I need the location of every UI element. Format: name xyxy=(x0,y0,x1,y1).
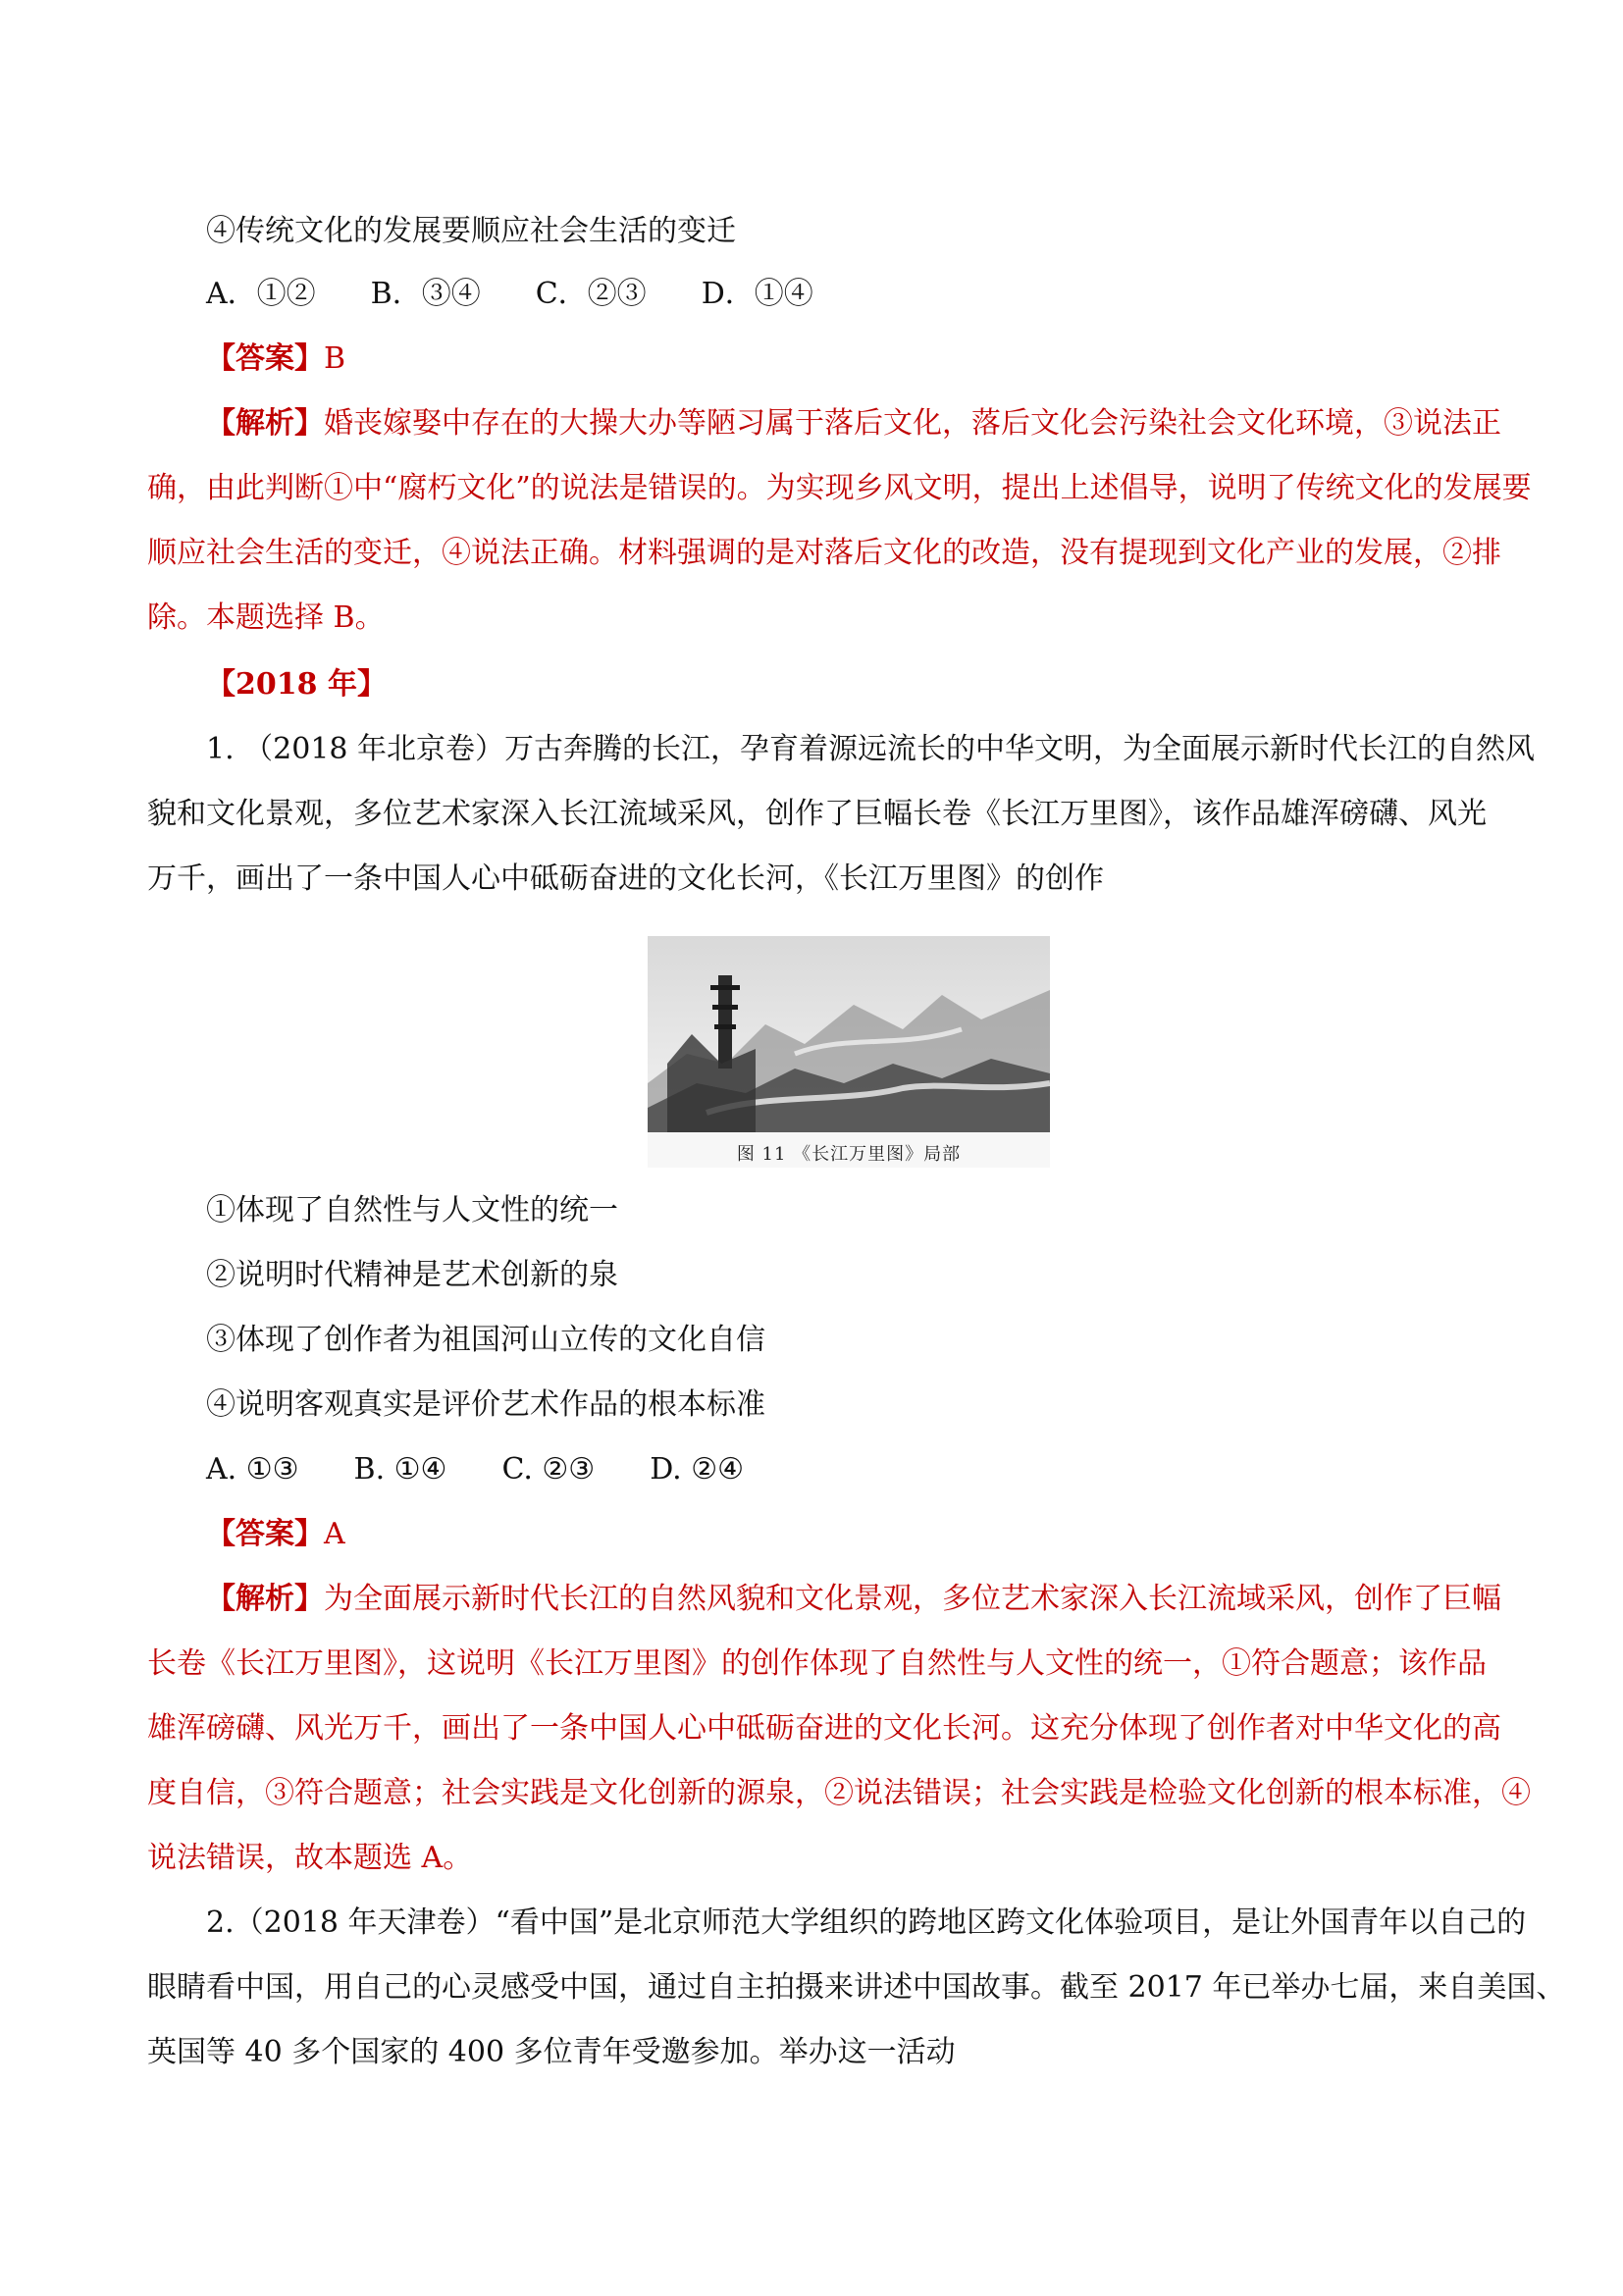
previous-answer xyxy=(206,341,1492,377)
previous-explanation-line-3: 顺应社会生活的变迁，④说法正确。材料强调的是对落后文化的改造，没有提现到文化产业的发展，②排 xyxy=(147,536,1501,570)
answer-value: B xyxy=(324,341,346,376)
explanation-label: 【解析】 xyxy=(206,1582,324,1616)
q1-choice-a: A. ①③ xyxy=(206,1452,299,1487)
choice-d: D．①④ xyxy=(701,277,813,311)
year-heading: 【2018 年】 xyxy=(206,667,387,702)
previous-explanation-line-2: 确，由此判断①中“腐朽文化”的说法是错误的。为实现乡风文明，提出上述倡导，说明了传统文化的发展要 xyxy=(147,471,1532,505)
option-3: ③体现了创作者为祖国河山立传的文化自信 xyxy=(206,1323,765,1357)
answer-label: 【答案】 xyxy=(206,1517,324,1551)
answer-value: A xyxy=(324,1517,345,1551)
question-1-explanation-line-4: 度自信，③符合题意；社会实践是文化创新的源泉，②说法错误；社会实践是检验文化创新的根本标准，④ xyxy=(147,1776,1531,1810)
option-4: ④说明客观真实是评价艺术作品的根本标准 xyxy=(206,1387,765,1422)
q1-choice-d: D. ②④ xyxy=(650,1452,745,1487)
question-1-line-2: 貌和文化景观，多位艺术家深入长江流域采风，创作了巨幅长卷《长江万里图》，该作品雄浑磅礴、风光 xyxy=(147,797,1487,831)
question-1-explanation-line-3: 雄浑磅礴、风光万千，画出了一条中国人心中砥砺奋进的文化长河。这充分体现了创作者对中华文化的高 xyxy=(147,1711,1501,1746)
option-4-previous: ④传统文化的发展要顺应社会生活的变迁 xyxy=(206,214,736,248)
painting-image xyxy=(648,936,1050,1132)
question-1-choices xyxy=(206,1452,1492,1487)
option-2: ②说明时代精神是艺术创新的泉 xyxy=(206,1258,618,1292)
option-1: ①体现了自然性与人文性的统一 xyxy=(206,1193,618,1227)
q1-choice-b: B. ①④ xyxy=(353,1452,447,1487)
choice-a: A．①② xyxy=(206,277,316,311)
choice-b: B．③④ xyxy=(370,277,481,311)
question-2-line-2: 眼睛看中国，用自己的心灵感受中国，通过自主拍摄来讲述中国故事。截至 2017 年已举办七届，来自美国、 xyxy=(147,1970,1566,2005)
previous-answer-choices xyxy=(206,277,1492,312)
previous-explanation-line-1 xyxy=(206,406,1501,442)
figure-caption: 图 11 《长江万里图》局部 xyxy=(736,1144,962,1165)
previous-explanation-line-4: 除。本题选择 B。 xyxy=(147,600,385,635)
question-2-line-1: 2.（2018 年天津卷）“看中国”是北京师范大学组织的跨地区跨文化体验项目，是让外国青年以自己的 xyxy=(206,1905,1527,1940)
question-1-line-1: 1. （2018 年北京卷）万古奔腾的长江，孕育着源远流长的中华文明，为全面展示新时代长江的自然风 xyxy=(206,732,1536,766)
yangtze-painting-figure xyxy=(648,936,1050,1168)
q1-choice-c: C. ②③ xyxy=(501,1452,596,1487)
choice-c: C．②③ xyxy=(535,277,647,311)
explanation-label: 【解析】 xyxy=(206,406,324,441)
answer-label: 【答案】 xyxy=(206,341,324,376)
question-2-line-3: 英国等 40 多个国家的 400 多位青年受邀参加。举办这一活动 xyxy=(147,2035,956,2069)
explanation-text: 婚丧嫁娶中存在的大操大办等陋习属于落后文化，落后文化会污染社会文化环境，③说法正 xyxy=(324,406,1501,441)
question-1-line-3: 万千，画出了一条中国人心中砥砺奋进的文化长河，《长江万里图》的创作 xyxy=(147,861,1104,896)
question-1-explanation-line-1 xyxy=(206,1582,1501,1617)
question-1-answer xyxy=(206,1517,1492,1552)
explanation-text: 为全面展示新时代长江的自然风貌和文化景观，多位艺术家深入长江流域采风，创作了巨幅 xyxy=(324,1582,1501,1616)
question-1-explanation-line-2: 长卷《长江万里图》，这说明《长江万里图》的创作体现了自然性与人文性的统一，①符合题意；该作品 xyxy=(147,1646,1487,1681)
question-1-explanation-line-5: 说法错误，故本题选 A。 xyxy=(147,1841,473,1875)
